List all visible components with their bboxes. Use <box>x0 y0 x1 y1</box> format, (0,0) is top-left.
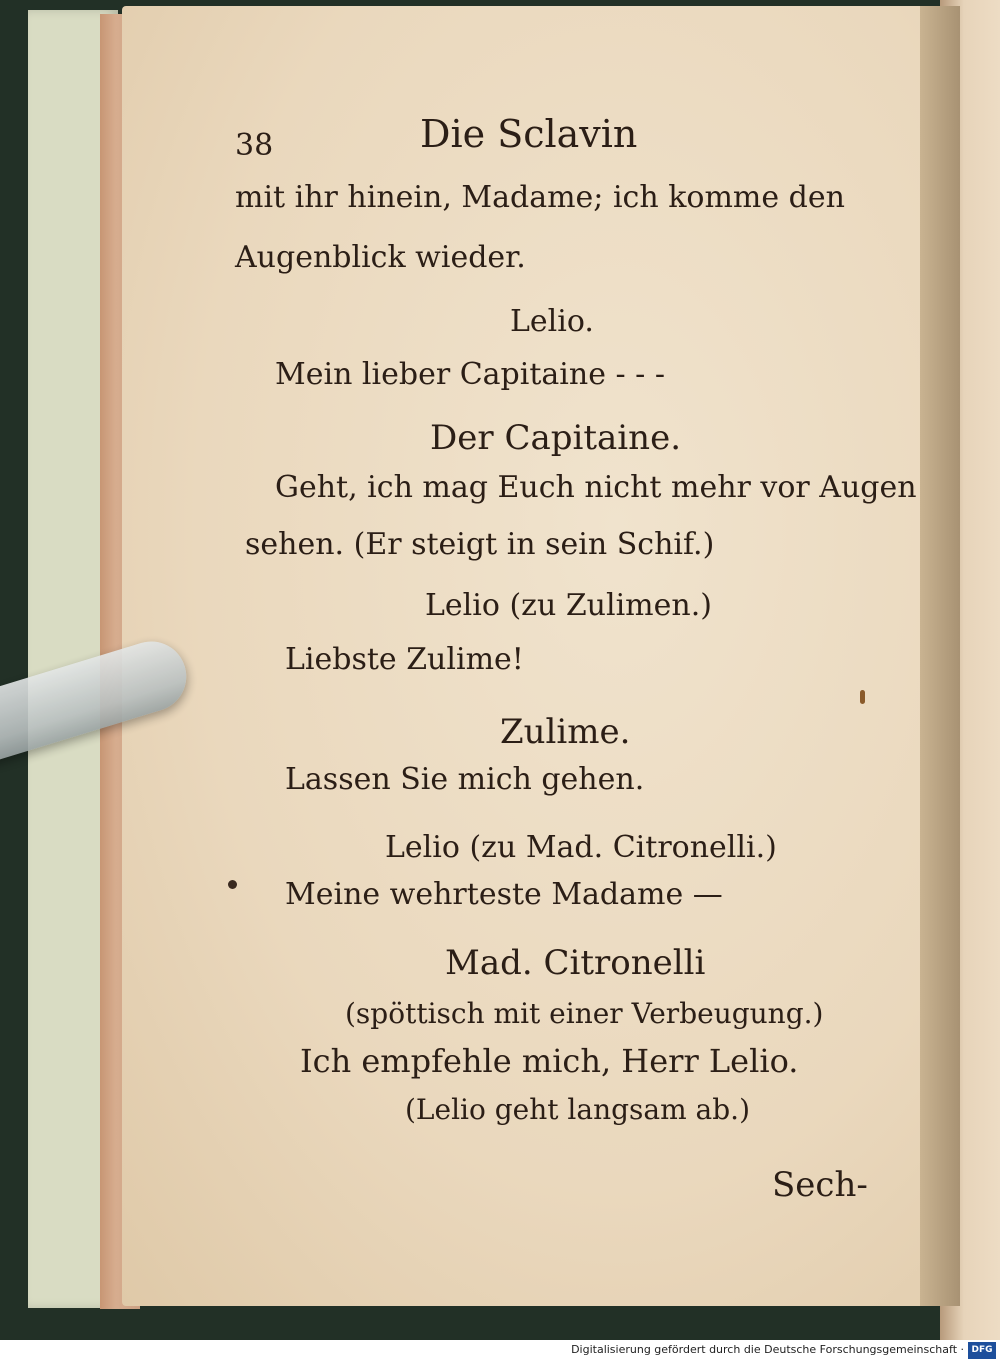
text-line: Mein lieber Capitaine - - - <box>275 357 665 392</box>
stage-direction: (Lelio geht langsam ab.) <box>405 1093 750 1126</box>
funding-credit: Digitalisierung gefördert durch die Deutsche Forschungsgemeinschaft · <box>571 1343 964 1356</box>
speaker-heading: Zulime. <box>500 712 631 752</box>
speaker-heading: Lelio. <box>510 304 594 339</box>
text-line: mit ihr hinein, Madame; ich komme den <box>235 180 845 215</box>
speaker-heading: Lelio (zu Mad. Citronelli.) <box>385 830 777 865</box>
footer-bar <box>0 1340 1000 1363</box>
speaker-heading: Lelio (zu Zulimen.) <box>425 588 712 623</box>
text-line: Ich empfehle mich, Herr Lelio. <box>300 1042 799 1080</box>
text-line: Liebste Zulime! <box>285 642 524 677</box>
ink-spot <box>228 880 237 889</box>
speaker-heading: Der Capitaine. <box>430 418 681 458</box>
page-number: 38 <box>235 128 274 163</box>
stage-direction: (spöttisch mit einer Verbeugung.) <box>345 997 824 1030</box>
stain-mark <box>860 690 865 704</box>
text-line: Lassen Sie mich gehen. <box>285 762 645 797</box>
catchword: Sech- <box>772 1165 868 1205</box>
text-line: Augenblick wieder. <box>235 240 526 275</box>
text-line: Meine wehrteste Madame — <box>285 877 723 912</box>
running-head: Die Sclavin <box>420 112 638 156</box>
page-gutter <box>920 6 960 1306</box>
speaker-heading: Mad. Citronelli <box>445 943 706 983</box>
dfg-logo: DFG <box>968 1342 996 1359</box>
text-line: Geht, ich mag Euch nicht mehr vor Augen <box>275 470 917 505</box>
text-line: sehen. (Er steigt in sein Schif.) <box>245 527 715 562</box>
